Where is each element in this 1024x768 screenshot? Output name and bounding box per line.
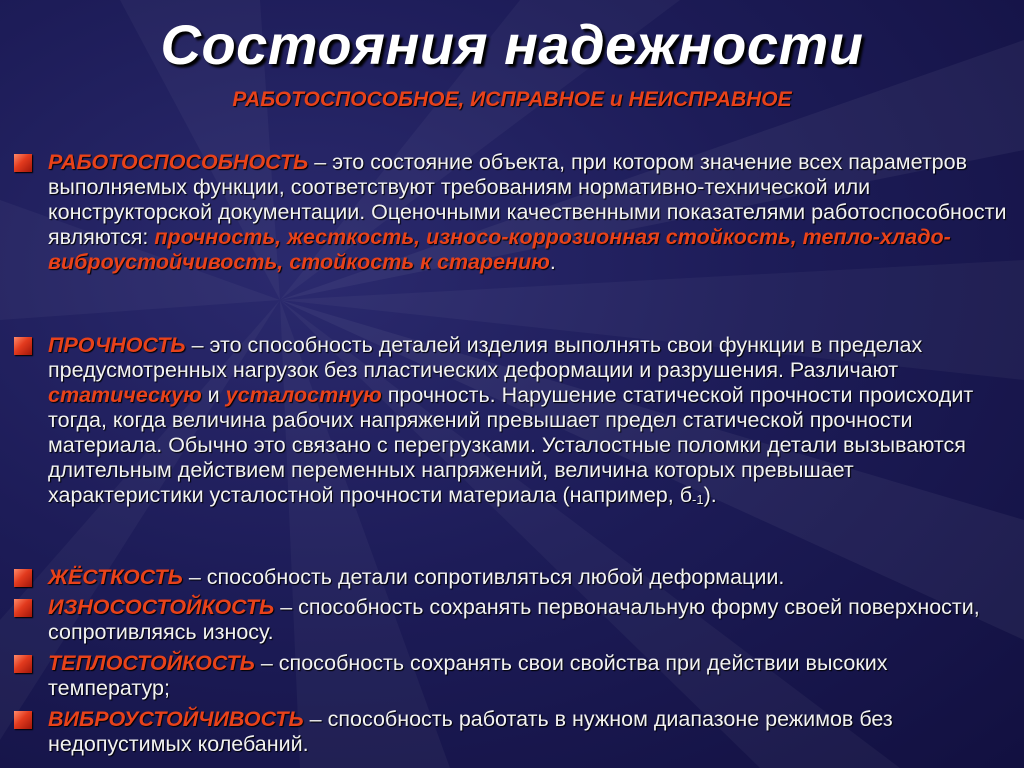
sentence-end: .	[549, 250, 556, 274]
list-item-strength	[14, 333, 1014, 512]
list-item-vibration	[14, 707, 1014, 757]
definition-wear: – способность сохранять первоначальную форму своей поверхности, сопротивляясь износу.	[48, 595, 980, 644]
definition-strength-part4: ).	[703, 483, 717, 507]
definition-vibration: – способность работать в нужном диапазоне режимов без недопустимых колебаний.	[48, 707, 893, 756]
square-bullet-icon	[14, 569, 32, 587]
square-bullet-icon	[14, 711, 32, 729]
highlight-static: статическую	[48, 383, 202, 407]
square-bullet-icon	[14, 599, 32, 617]
square-bullet-icon	[14, 337, 32, 355]
square-bullet-icon	[14, 154, 32, 172]
term-stiffness: ЖЁСТКОСТЬ	[48, 565, 183, 589]
term-wear: ИЗНОСОСТОЙКОСТЬ	[48, 595, 275, 619]
list-item-wear	[14, 595, 1014, 645]
term-vibration: ВИБРОУСТОЙЧИВОСТЬ	[48, 707, 304, 731]
definition-operability: – это состояние объекта, при котором значение всех параметров выполняемых функции, соответствуют требованиям нормативно-технической или конструкторской документации. Оценочными качественными показателями работоспособности являются:	[48, 150, 1007, 249]
term-operability: РАБОТОСПОСОБНОСТЬ	[48, 150, 309, 174]
list-item-operability	[14, 150, 1014, 275]
term-strength: ПРОЧНОСТЬ	[48, 333, 186, 357]
slide-title: Состояния надежности	[160, 13, 864, 76]
definition-strength-part1: – это способность деталей изделия выполнять свои функции в пределах предусмотренных нагрузок без пластических деформации и разрушения. Различают	[48, 333, 923, 382]
definition-stiffness: – способность детали сопротивляться любой деформации.	[182, 565, 785, 589]
list-item-heat	[14, 651, 1014, 701]
definition-heat: – способность сохранять свои свойства при действии высоких температур;	[48, 651, 888, 700]
slide-subtitle: РАБОТОСПОСОБНОЕ, ИСПРАВНОЕ и НЕИСПРАВНОЕ	[232, 88, 792, 111]
term-heat: ТЕПЛОСТОЙКОСТЬ	[48, 651, 255, 675]
definition-strength-part2: и	[201, 383, 226, 407]
square-bullet-icon	[14, 655, 32, 673]
definition-strength-part3: прочность. Нарушение статической прочности происходит тогда, когда величина рабочих напряжений превышает предел статической прочности материала. Обычно это связано с перегрузками. Усталостные поломки детали вызываются длительным действием переменных напряжений, величина которых превышает характеристики усталостной прочности материала (например, б	[48, 383, 974, 507]
list-item-stiffness	[14, 565, 1014, 590]
highlight-fatigue: усталостную	[225, 383, 382, 407]
highlight-properties: прочность, жесткость, износо-коррозионная стойкость, тепло-хладо-виброустойчивость, стойкость к старению	[48, 225, 951, 274]
sigma-subscript: -1	[692, 492, 704, 507]
